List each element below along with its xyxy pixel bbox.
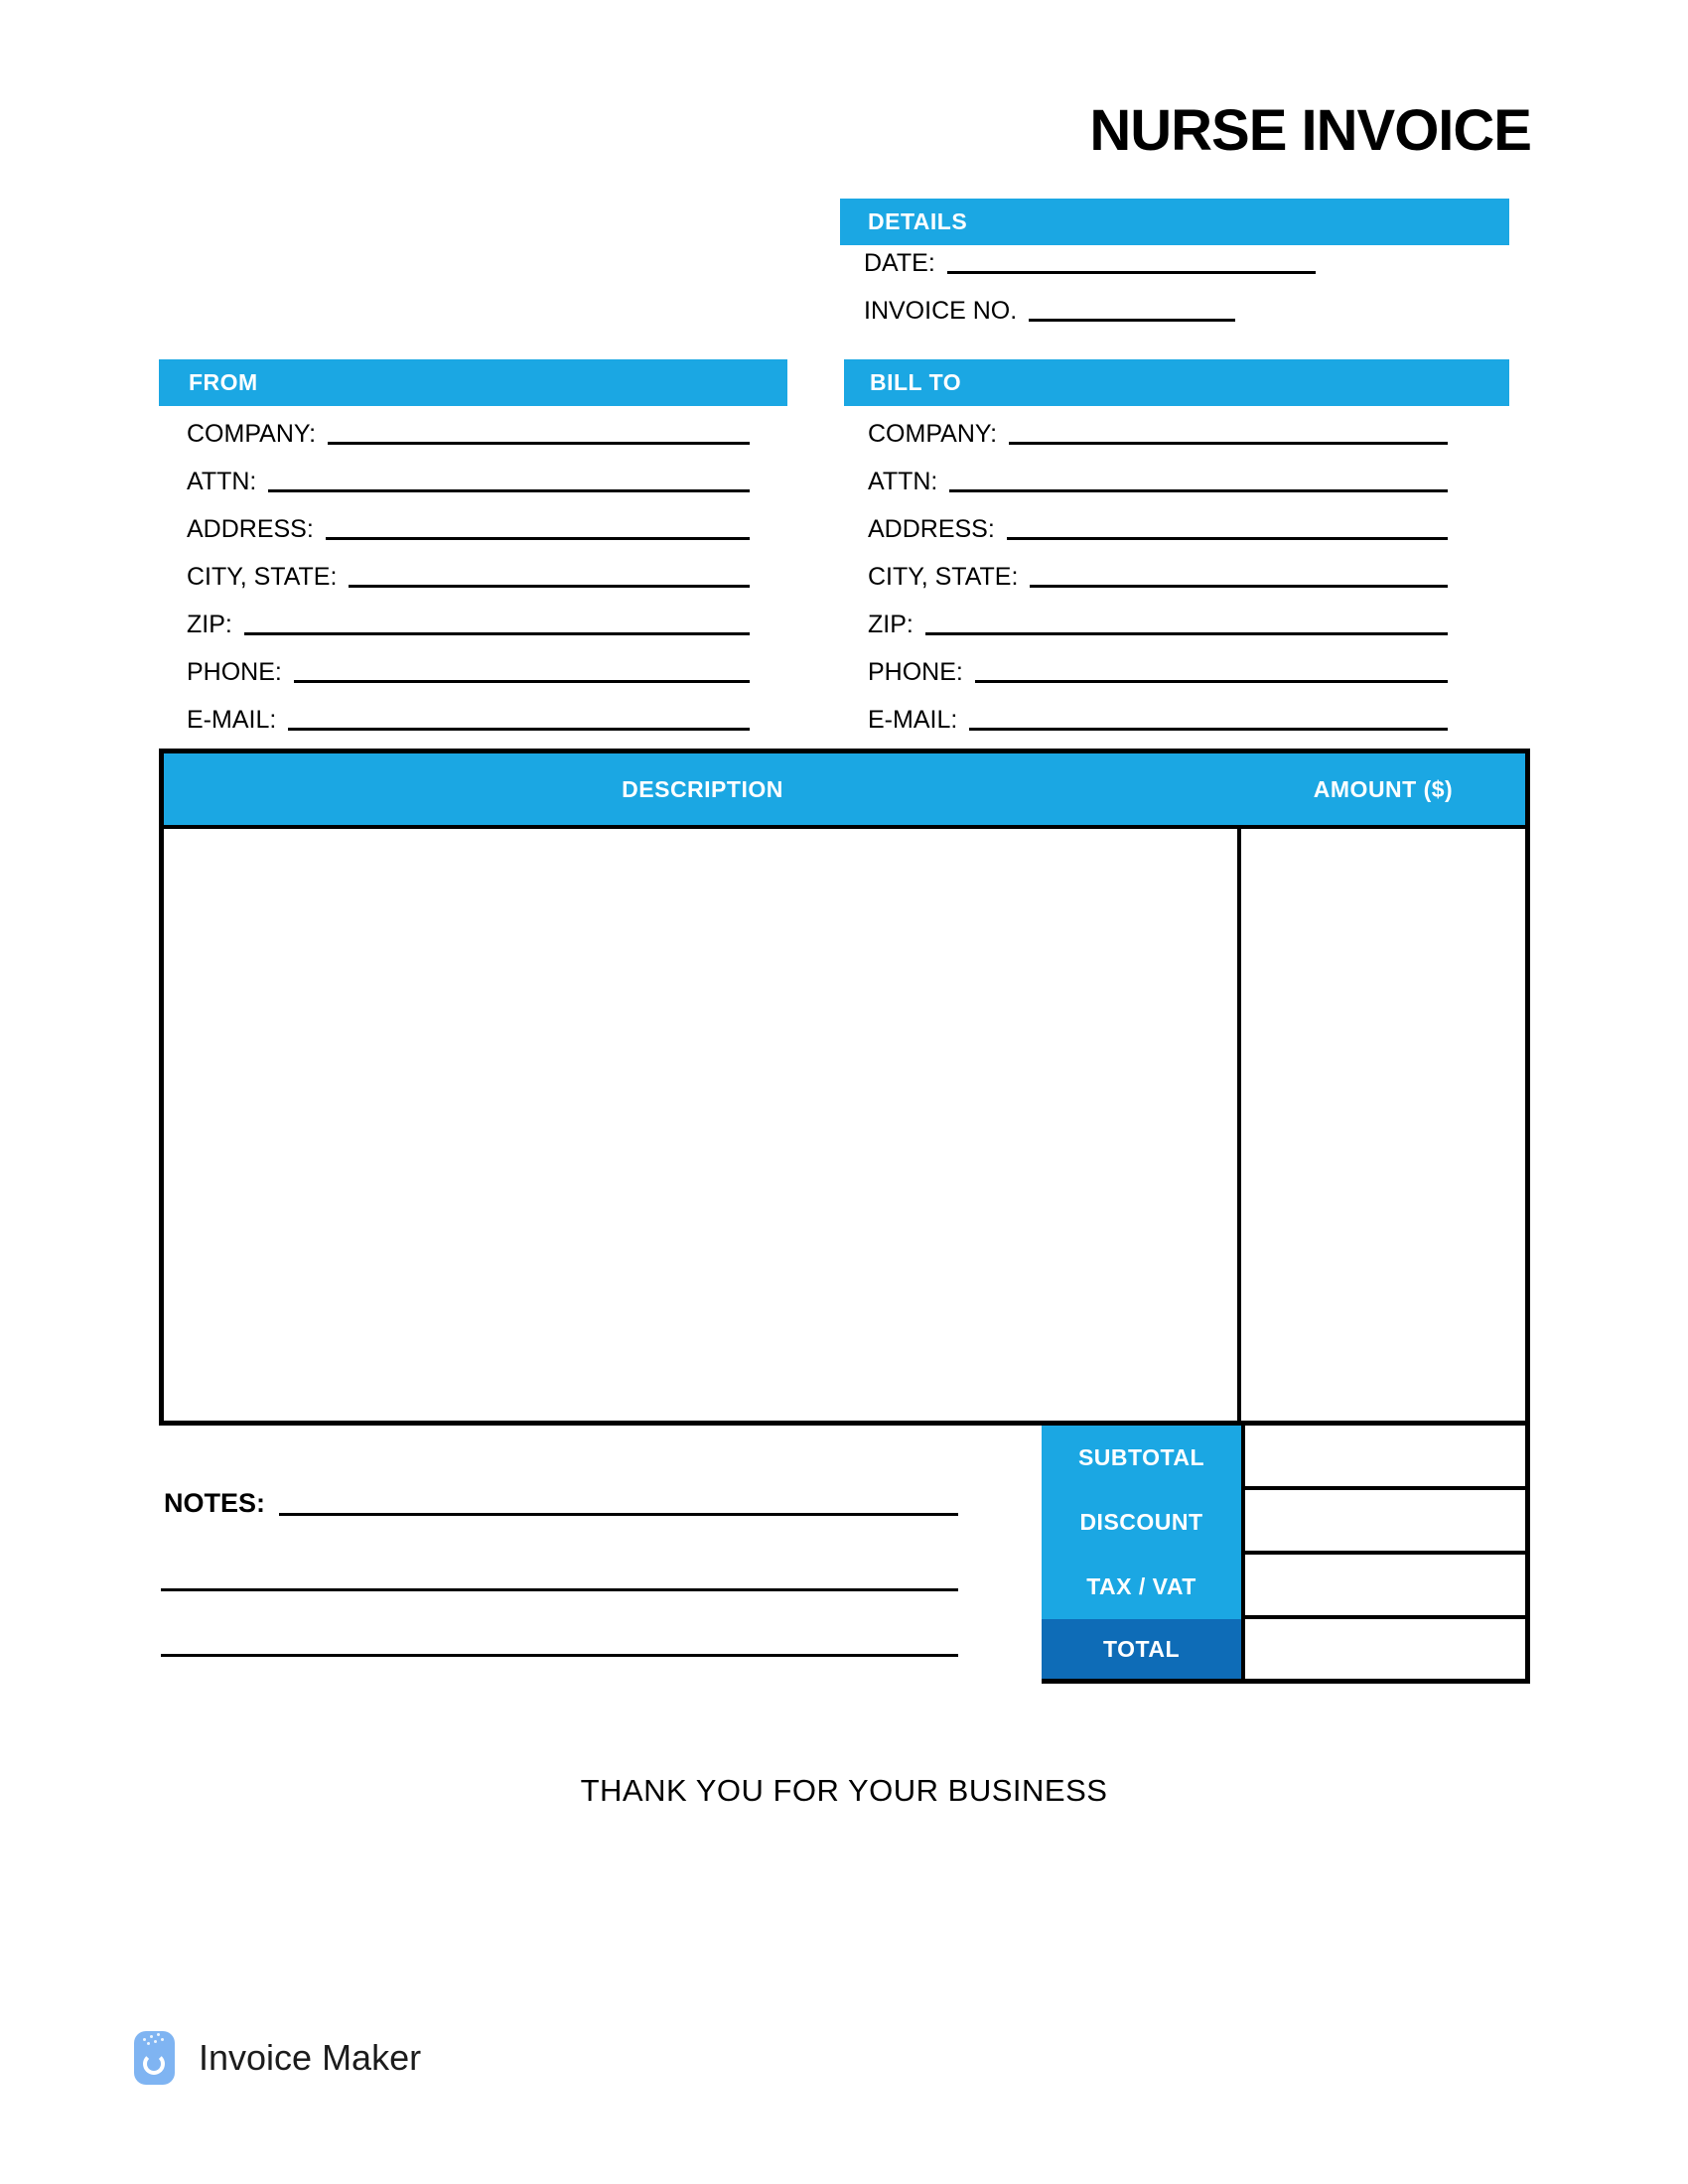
bill-to-header-label: BILL TO — [870, 369, 962, 395]
description-column-header: DESCRIPTION — [622, 775, 783, 802]
from-phone-row — [187, 645, 750, 693]
footer-brand — [134, 2031, 421, 2085]
from-email-label: E-MAIL: — [187, 706, 277, 734]
bill-to-phone-label: PHONE: — [868, 658, 963, 686]
amount-cell-blank — [1241, 829, 1525, 1421]
from-company-label: COMPANY: — [187, 420, 317, 448]
description-cell-blank — [164, 829, 1241, 1421]
from-zip-row — [187, 598, 750, 645]
bill-to-city-state-input-line — [1030, 585, 1448, 588]
invoice-no-label: INVOICE NO. — [864, 297, 1018, 325]
from-address-input-line — [326, 537, 750, 540]
bill-to-attn-input-line — [949, 489, 1448, 492]
from-attn-row — [187, 455, 750, 502]
from-attn-input-line — [268, 489, 750, 492]
from-email-input-line — [288, 728, 750, 731]
smile-icon — [143, 2053, 165, 2075]
notes-input-line-2 — [161, 1588, 958, 1591]
from-header-label: FROM — [189, 369, 258, 395]
discount-label: DISCOUNT — [1042, 1490, 1241, 1555]
bill-to-zip-label: ZIP: — [868, 611, 914, 638]
from-city-state-input-line — [349, 585, 750, 588]
from-email-row — [187, 693, 750, 741]
date-label: DATE: — [864, 249, 935, 277]
bill-to-address-row — [868, 502, 1448, 550]
details-header-label: DETAILS — [868, 208, 968, 234]
total-label: TOTAL — [1042, 1619, 1241, 1684]
from-city-state-row — [187, 550, 750, 598]
items-table-header — [164, 753, 1525, 829]
bill-to-attn-label: ATTN: — [868, 468, 938, 495]
bill-to-company-label: COMPANY: — [868, 420, 998, 448]
notes-input-line-3 — [161, 1654, 958, 1657]
discount-value-cell — [1241, 1490, 1530, 1555]
amount-column-header: AMOUNT ($) — [1313, 775, 1454, 802]
invoice-no-input-line — [1029, 319, 1235, 322]
bill-to-company-input-line — [1009, 442, 1448, 445]
bill-to-zip-row — [868, 598, 1448, 645]
totals-summary — [1042, 1426, 1530, 1684]
brand-name: Invoice Maker — [199, 2037, 422, 2078]
invoice-no-field-row — [864, 286, 1235, 332]
bill-to-email-label: E-MAIL: — [868, 706, 958, 734]
from-attn-label: ATTN: — [187, 468, 257, 495]
from-phone-label: PHONE: — [187, 658, 282, 686]
page-title: NURSE INVOICE — [1089, 98, 1531, 163]
tax-vat-label: TAX / VAT — [1042, 1555, 1241, 1619]
subtotal-value-cell — [1241, 1426, 1530, 1490]
from-zip-input-line — [244, 632, 750, 635]
from-fields — [187, 407, 750, 741]
notes-label: NOTES: — [164, 1488, 266, 1518]
from-company-input-line — [328, 442, 750, 445]
subtotal-label: SUBTOTAL — [1042, 1426, 1241, 1490]
bill-to-city-state-row — [868, 550, 1448, 598]
tax-vat-value-cell — [1241, 1555, 1530, 1619]
from-phone-input-line — [294, 680, 750, 683]
items-table-body — [164, 829, 1525, 1421]
bill-to-zip-input-line — [925, 632, 1448, 635]
logo-dots-texture — [143, 2038, 146, 2041]
bill-to-address-label: ADDRESS: — [868, 515, 995, 543]
date-field-row — [864, 238, 1316, 284]
from-address-label: ADDRESS: — [187, 515, 314, 543]
thank-you-message: THANK YOU FOR YOUR BUSINESS — [580, 1773, 1108, 1808]
from-zip-label: ZIP: — [187, 611, 232, 638]
from-address-row — [187, 502, 750, 550]
bill-to-company-row — [868, 407, 1448, 455]
notes-field-row — [164, 1479, 958, 1525]
line-items-table — [159, 749, 1530, 1426]
date-input-line — [947, 271, 1316, 274]
notes-input-line-1 — [279, 1513, 958, 1516]
from-city-state-label: CITY, STATE: — [187, 563, 338, 591]
bill-to-address-input-line — [1007, 537, 1448, 540]
from-company-row — [187, 407, 750, 455]
bill-to-fields — [868, 407, 1448, 741]
from-section-header — [159, 359, 787, 406]
bill-to-email-input-line — [969, 728, 1448, 731]
bill-to-section-header — [844, 359, 1509, 406]
invoice-maker-logo-icon — [134, 2031, 175, 2085]
bill-to-attn-row — [868, 455, 1448, 502]
total-value-cell — [1241, 1619, 1530, 1684]
bill-to-phone-row — [868, 645, 1448, 693]
bill-to-phone-input-line — [975, 680, 1448, 683]
bill-to-city-state-label: CITY, STATE: — [868, 563, 1019, 591]
bill-to-email-row — [868, 693, 1448, 741]
